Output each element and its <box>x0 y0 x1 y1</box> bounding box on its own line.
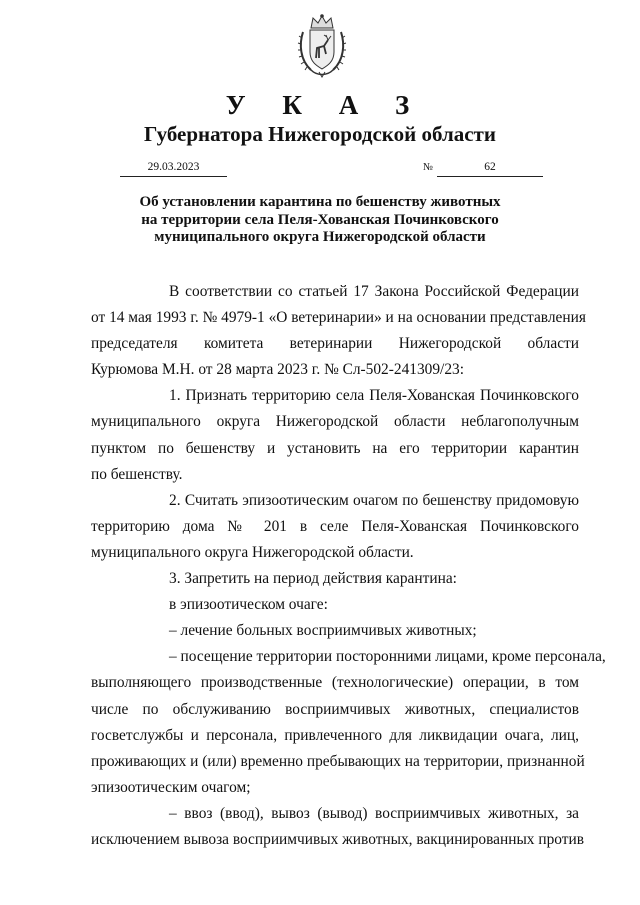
title-line: на территории села Пеля-Хованская Починковского <box>141 211 499 228</box>
body-text-line: 3. Запретить на период действия карантина: <box>169 570 457 588</box>
body-text-line: 1. Признать территорию села Пеля-Хованская Починковского <box>169 387 579 405</box>
title-line: муниципального округа Нижегородской области <box>154 229 486 245</box>
decree-title <box>110 194 530 247</box>
body-text-line: исключением вывоза восприимчивых животных, вакцинированных против <box>91 830 584 848</box>
body-text-line: председателя комитета ветеринарии Нижегородской области <box>91 335 579 353</box>
body-text-line: – лечение больных восприимчивых животных; <box>169 622 477 640</box>
body-text-line: от 14 мая 1993 г. № 4979-1 «О ветеринарии» и на основании представления <box>91 309 586 327</box>
body-text-line: госветслужбы и персонала, привлеченного для ликвидации очага, лиц, <box>91 726 579 744</box>
body-text-line: эпизоотическим очагом; <box>91 778 251 796</box>
body-text-line: числе по обслуживанию восприимчивых животных, специалистов <box>91 700 579 718</box>
body-text-line: пунктом по бешенству и установить на его территории карантин <box>91 439 579 457</box>
body-text-line: муниципального округа Нижегородской области неблагополучным <box>91 413 579 431</box>
body-text-line: Курюмова М.Н. от 28 марта 2023 г. № Сл-502-241309/23: <box>91 361 464 379</box>
body-text-line: – посещение территории посторонними лицами, кроме персонала, <box>169 648 606 666</box>
issuer-heading: Губернатора Нижегородской области <box>144 122 496 146</box>
body-text-line: в эпизоотическом очаге: <box>169 596 328 614</box>
number-sign: № <box>423 162 434 173</box>
body-text-line: – ввоз (ввод), вывоз (вывод) восприимчивых животных, за <box>169 804 579 822</box>
body-text-line: В соответствии со статьей 17 Закона Российской Федерации <box>169 283 579 300</box>
coat-of-arms-emblem <box>297 14 347 78</box>
body-text-line: территорию дома № 201 в селе Пеля-Хованская Починковского <box>91 517 579 535</box>
body-text-line: 2. Считать эпизоотическим очагом по бешенству придомовую <box>169 491 579 509</box>
body-text-line: муниципального округа Нижегородской области. <box>91 543 414 561</box>
body-text-line: выполняющего производственные (технологические) операции, в том <box>91 674 579 692</box>
document-date: 29.03.2023 <box>120 158 227 177</box>
title-line: Об установлении карантина по бешенству животных <box>139 194 501 210</box>
body-text-line: проживающих и (или) временно пребывающих на территории, признанной <box>91 752 585 770</box>
document-type-heading: У К А З <box>225 90 425 120</box>
decree-body-text <box>91 279 606 853</box>
body-text-line: по бешенству. <box>91 465 183 483</box>
document-number: 62 <box>437 158 543 177</box>
